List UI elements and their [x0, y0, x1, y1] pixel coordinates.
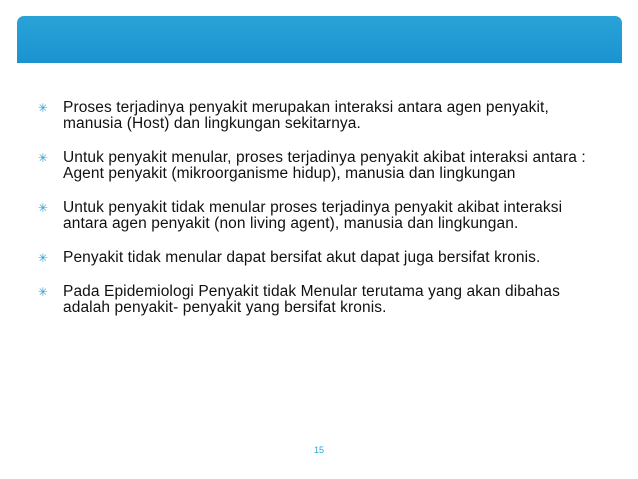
bullet-item [36, 150, 596, 182]
bullet-item [36, 250, 596, 266]
asterisk-bullet-icon: ✳ [37, 251, 49, 265]
asterisk-bullet-icon: ✳ [37, 201, 49, 215]
bullet-text: Penyakit tidak menular dapat bersifat akut dapat juga bersifat kronis. [63, 249, 541, 266]
bullet-item [36, 284, 596, 316]
asterisk-bullet-icon: ✳ [37, 101, 49, 115]
bullet-text: Untuk penyakit tidak menular proses terjadinya penyakit akibat interaksi antara agen penyakit (non living agent), manusia dan lingkungan. [63, 199, 563, 232]
bullet-text: Proses terjadinya penyakit merupakan interaksi antara agen penyakit, manusia (Host) dan lingkungan sekitarnya. [63, 99, 549, 132]
asterisk-bullet-icon: ✳ [37, 151, 49, 165]
header-banner [17, 16, 622, 63]
bullet-text: Pada Epidemiologi Penyakit tidak Menular terutama yang akan dibahas adalah penyakit- penyakit yang bersifat kronis. [63, 283, 560, 316]
asterisk-bullet-icon: ✳ [37, 285, 49, 299]
bullet-item [36, 200, 596, 232]
bullet-item [36, 100, 596, 132]
page-number: 15 [313, 445, 324, 455]
bullet-list [36, 100, 596, 334]
bullet-text: Untuk penyakit menular, proses terjadinya penyakit akibat interaksi antara : Agent penyakit (mikroorganisme hidup), manusia dan lingkungan [63, 149, 586, 182]
